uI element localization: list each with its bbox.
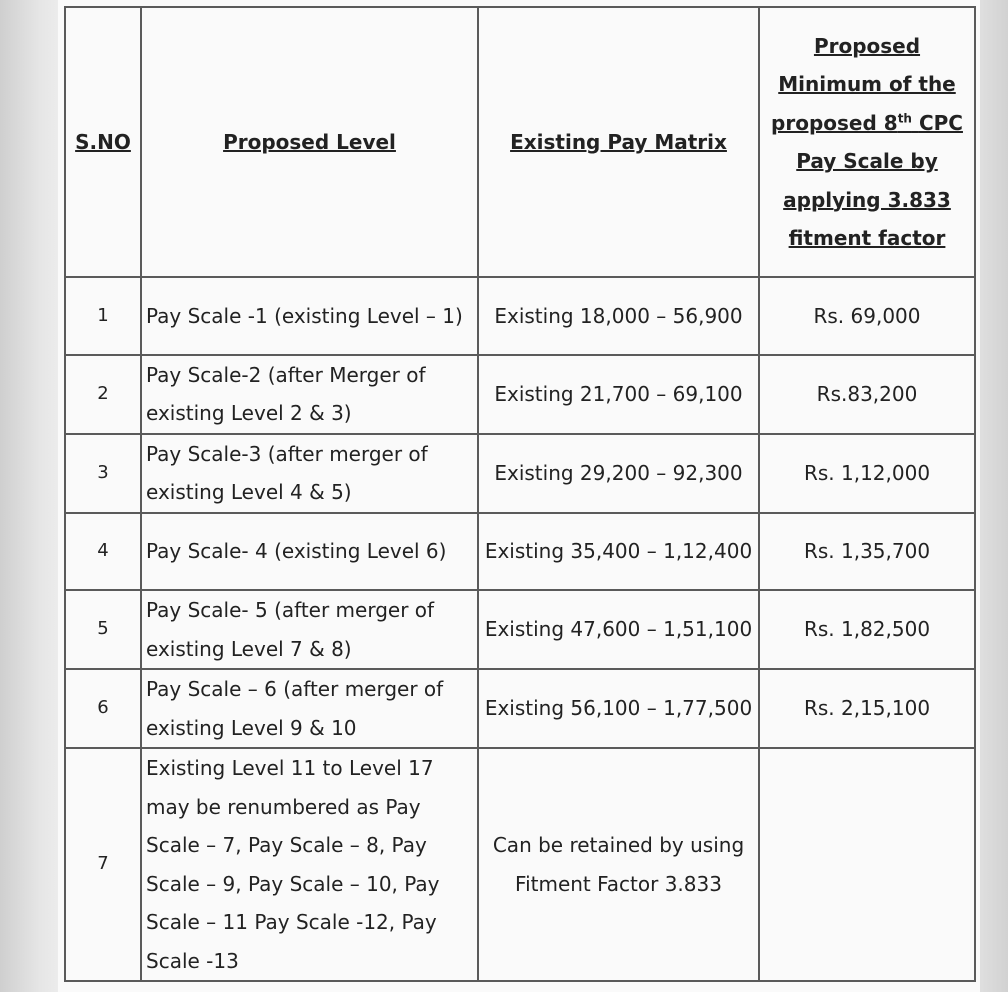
- row-existing-pay-matrix: Existing 35,400 – 1,12,400: [478, 513, 759, 591]
- row-proposed-minimum: Rs. 2,15,100: [759, 669, 975, 748]
- row-existing-pay-matrix: Existing 21,700 – 69,100: [478, 355, 759, 434]
- row-proposed-minimum: Rs.83,200: [759, 355, 975, 434]
- header-min-superscript: th: [897, 110, 912, 125]
- header-existing-pay-matrix: Existing Pay Matrix: [478, 7, 759, 277]
- header-sno: S.NO: [65, 7, 141, 277]
- row-sno: 1: [65, 277, 141, 355]
- row-sno: 5: [65, 590, 141, 669]
- header-proposed-minimum: [759, 7, 975, 277]
- table-row: [65, 590, 975, 669]
- table-row: [65, 669, 975, 748]
- row-proposed-level: Pay Scale- 5 (after merger of existing Level 7 & 8): [141, 590, 478, 669]
- table-row: [65, 513, 975, 591]
- row-proposed-level: Pay Scale -1 (existing Level – 1): [141, 277, 478, 355]
- header-row: [65, 7, 975, 277]
- row-proposed-level: Pay Scale- 4 (existing Level 6): [141, 513, 478, 591]
- row-existing-pay-matrix: Existing 18,000 – 56,900: [478, 277, 759, 355]
- row-proposed-minimum: Rs. 1,82,500: [759, 590, 975, 669]
- header-proposed-level: Proposed Level: [141, 7, 478, 277]
- row-sno: 3: [65, 434, 141, 513]
- pay-matrix-table: [64, 6, 976, 982]
- row-sno: 4: [65, 513, 141, 591]
- row-proposed-minimum: [759, 748, 975, 981]
- row-sno: 2: [65, 355, 141, 434]
- header-min-text-b: CPC Pay Scale by applying 3.833 fitment factor: [783, 110, 963, 250]
- table-row: [65, 748, 975, 981]
- row-proposed-level: Pay Scale – 6 (after merger of existing Level 9 & 10: [141, 669, 478, 748]
- row-proposed-minimum: Rs. 1,12,000: [759, 434, 975, 513]
- row-sno: 7: [65, 748, 141, 981]
- table-row: [65, 434, 975, 513]
- row-sno: 6: [65, 669, 141, 748]
- row-existing-pay-matrix: Existing 56,100 – 1,77,500: [478, 669, 759, 748]
- table-row: [65, 355, 975, 434]
- row-proposed-level: Pay Scale-2 (after Merger of existing Level 2 & 3): [141, 355, 478, 434]
- table-row: [65, 277, 975, 355]
- row-existing-pay-matrix: Can be retained by using Fitment Factor 3.833: [478, 748, 759, 981]
- header-min-text-a: Proposed Minimum of the proposed 8: [771, 33, 956, 135]
- row-proposed-level: Pay Scale-3 (after merger of existing Level 4 & 5): [141, 434, 478, 513]
- row-existing-pay-matrix: Existing 29,200 – 92,300: [478, 434, 759, 513]
- row-proposed-minimum: Rs. 1,35,700: [759, 513, 975, 591]
- row-existing-pay-matrix: Existing 47,600 – 1,51,100: [478, 590, 759, 669]
- row-proposed-minimum: Rs. 69,000: [759, 277, 975, 355]
- row-proposed-level: Existing Level 11 to Level 17 may be renumbered as Pay Scale – 7, Pay Scale – 8, Pay Scale – 9, Pay Scale – 10, Pay Scale – 11 Pay Scale -12, Pay Scale -13: [141, 748, 478, 981]
